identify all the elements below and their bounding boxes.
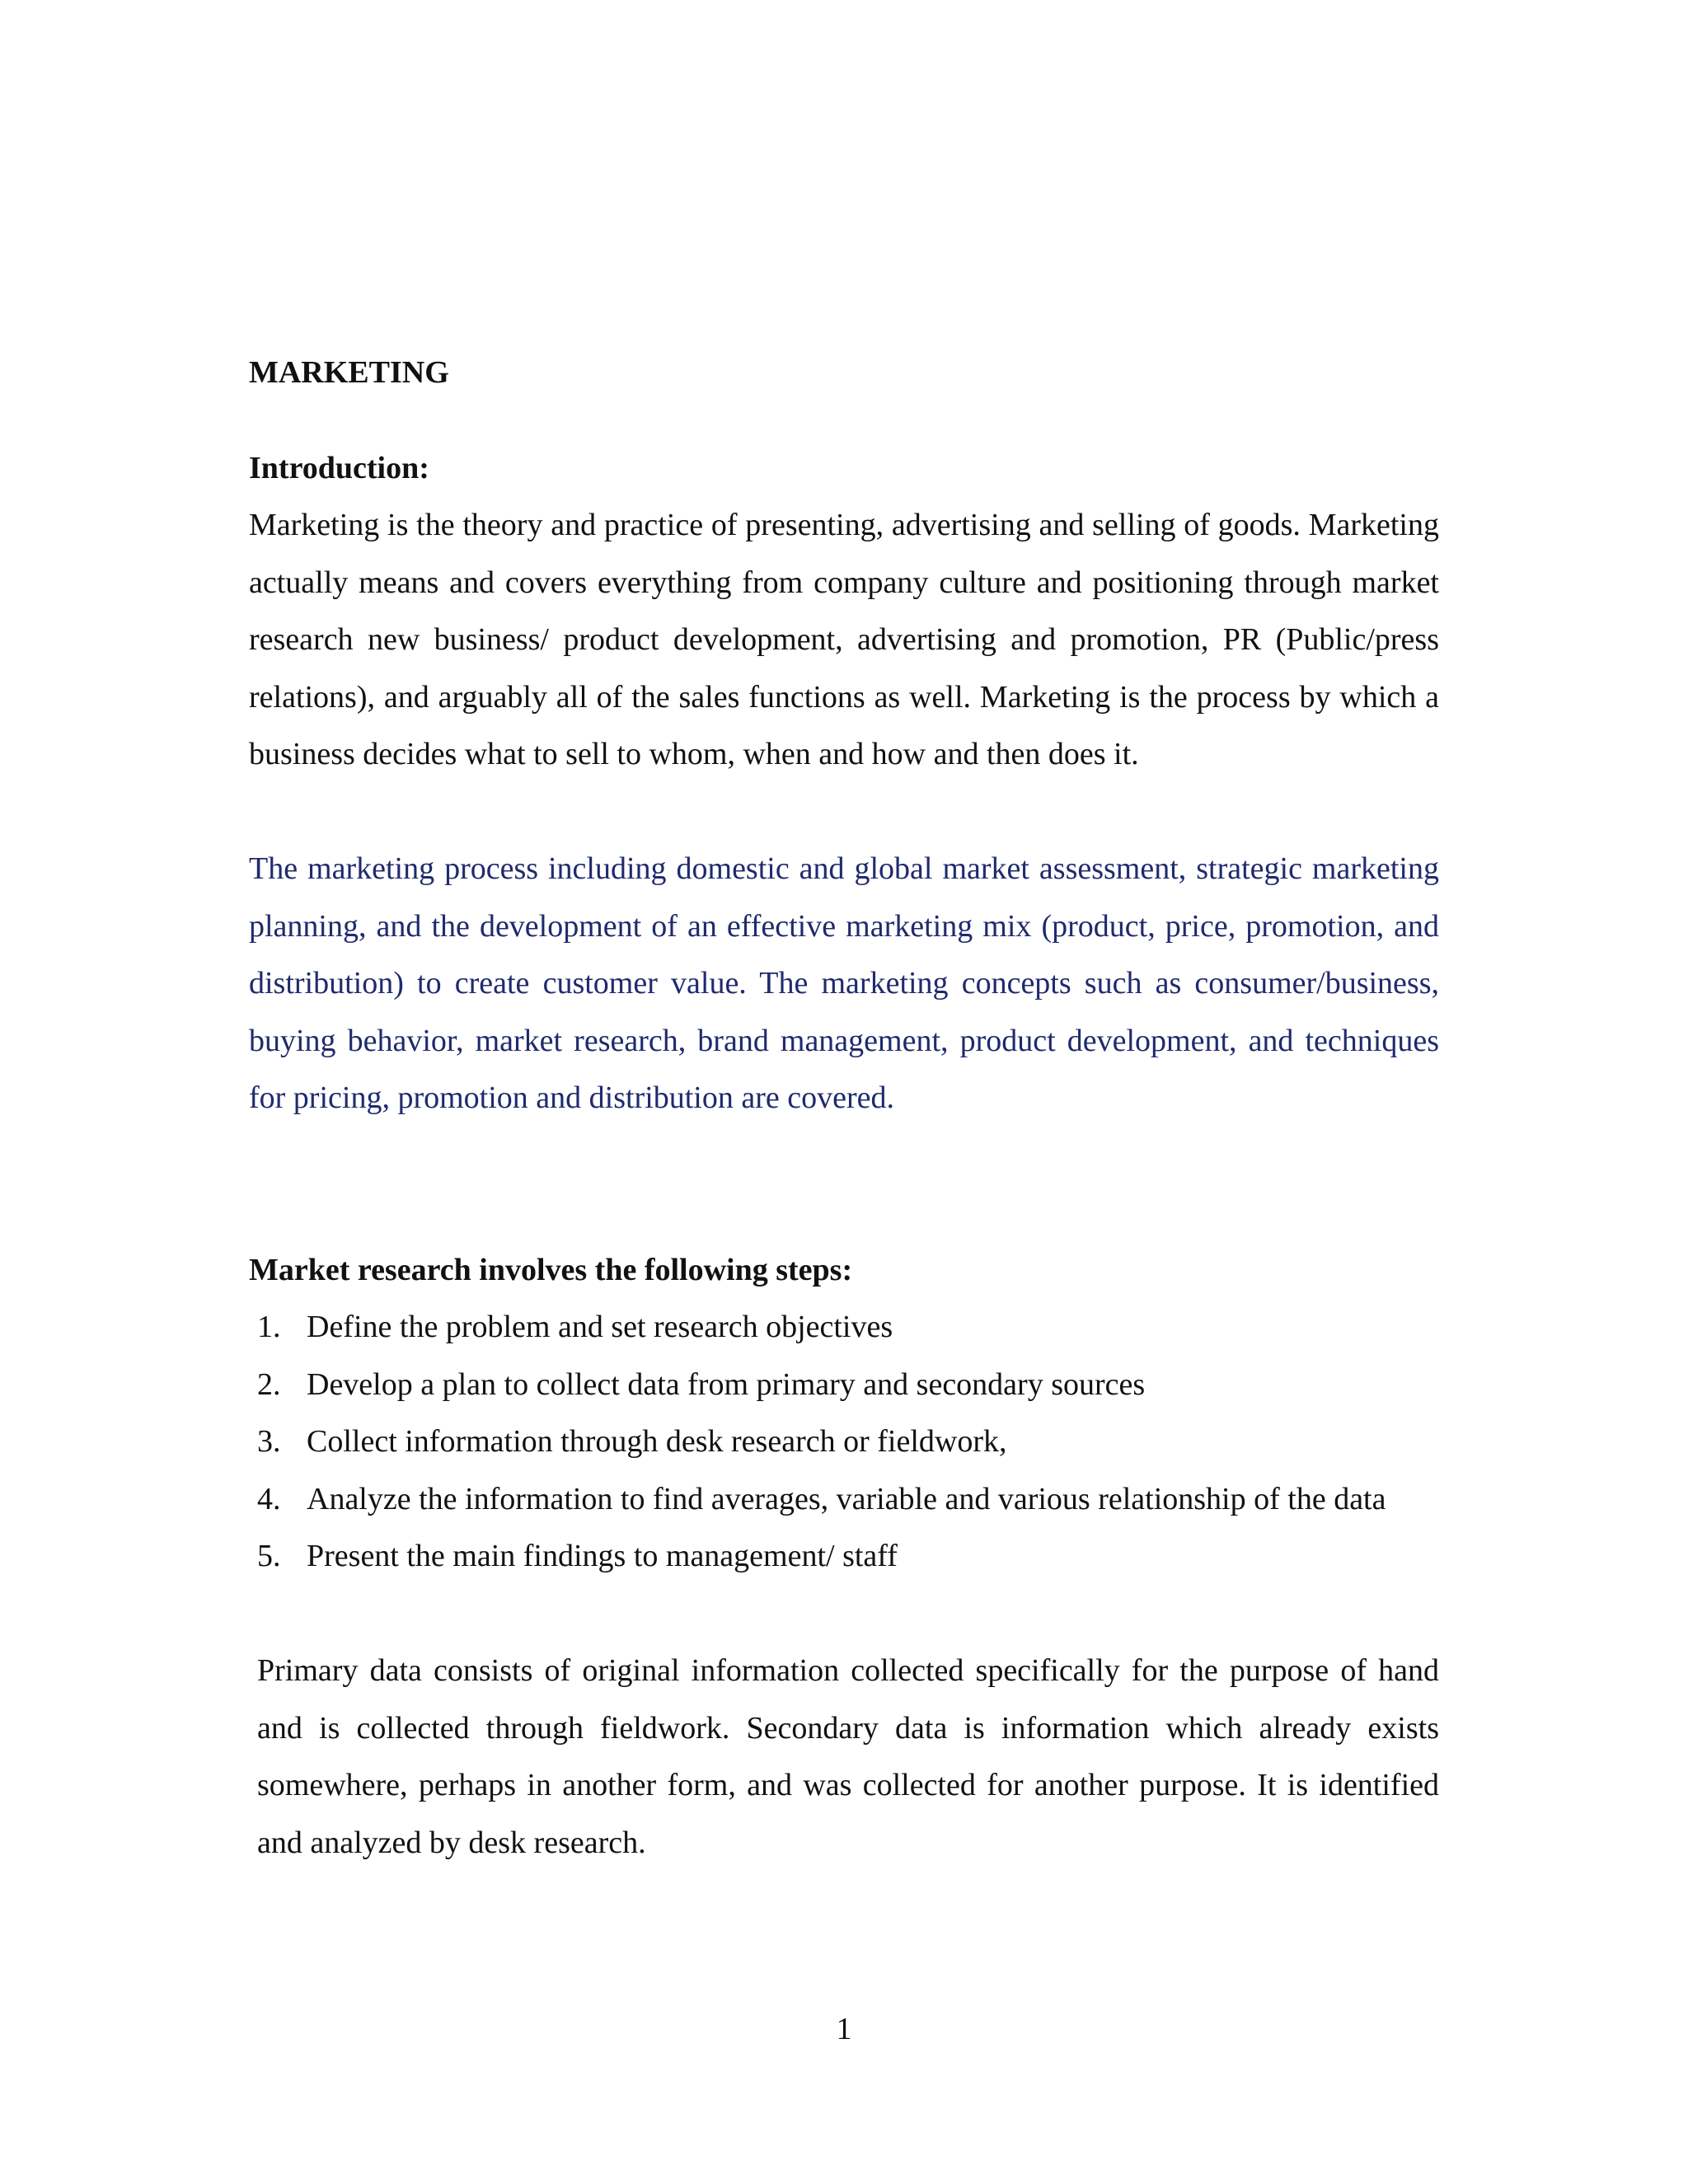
spacer [249, 784, 1439, 841]
step-text: Present the main findings to management/ staff [307, 1539, 898, 1573]
step-number: 1. [257, 1310, 281, 1344]
list-item [249, 1357, 1439, 1414]
list-item [249, 1471, 1439, 1529]
research-steps-list [249, 1299, 1439, 1586]
list-item [249, 1528, 1439, 1586]
intro-paragraph: Marketing is the theory and practice of presenting, advertising and selling of goods. Marketing actually means and covers everything from company culture and positioning through market research new business/ product development, advertising and promotion, PR (Public/press relations), and arguably all of the sales functions as well. Marketing is the process by which a business decides what to sell to whom, when and how and then does it. [249, 508, 1439, 771]
step-text: Develop a plan to collect data from primary and secondary sources [307, 1366, 1146, 1402]
data-types-paragraph: Primary data consists of original information collected specifically for the purpose of hand and is collected through fieldwork. Secondary data is information which already exists somewhere, perhaps in another form, and was collected for another purpose. It is identified and analyzed by desk research. [257, 1653, 1439, 1860]
step-number: 5. [257, 1539, 281, 1573]
spacer [249, 402, 1439, 440]
step-number: 3. [257, 1424, 281, 1459]
step-text: Analyze the information to find averages, variable and various relationship of the data [307, 1481, 1386, 1516]
step-text: Define the problem and set research objectives [307, 1310, 893, 1344]
marketing-process-paragraph: The marketing process including domestic and global market assessment, strategic marketing planning, and the development of an effective marketing mix (product, price, promotion, and distribution) to create customer value. The marketing concepts such as consumer/business, buying behavior, market research, brand management, product development, and techniques for pricing, promotion and distribution are covered. [249, 851, 1439, 1115]
research-steps-heading: Market research involves the following steps: [249, 1252, 853, 1287]
document-title: MARKETING [249, 355, 449, 390]
page-content [249, 344, 1439, 1872]
list-item [249, 1299, 1439, 1357]
spacer [249, 1127, 1439, 1242]
step-text: Collect information through desk research or fieldwork, [307, 1424, 1007, 1459]
intro-heading: Introduction: [249, 450, 429, 485]
page-number: 1 [836, 2012, 852, 2046]
spacer [249, 1586, 1439, 1643]
step-number: 2. [257, 1366, 281, 1402]
list-item [249, 1413, 1439, 1471]
step-number: 4. [257, 1481, 281, 1516]
